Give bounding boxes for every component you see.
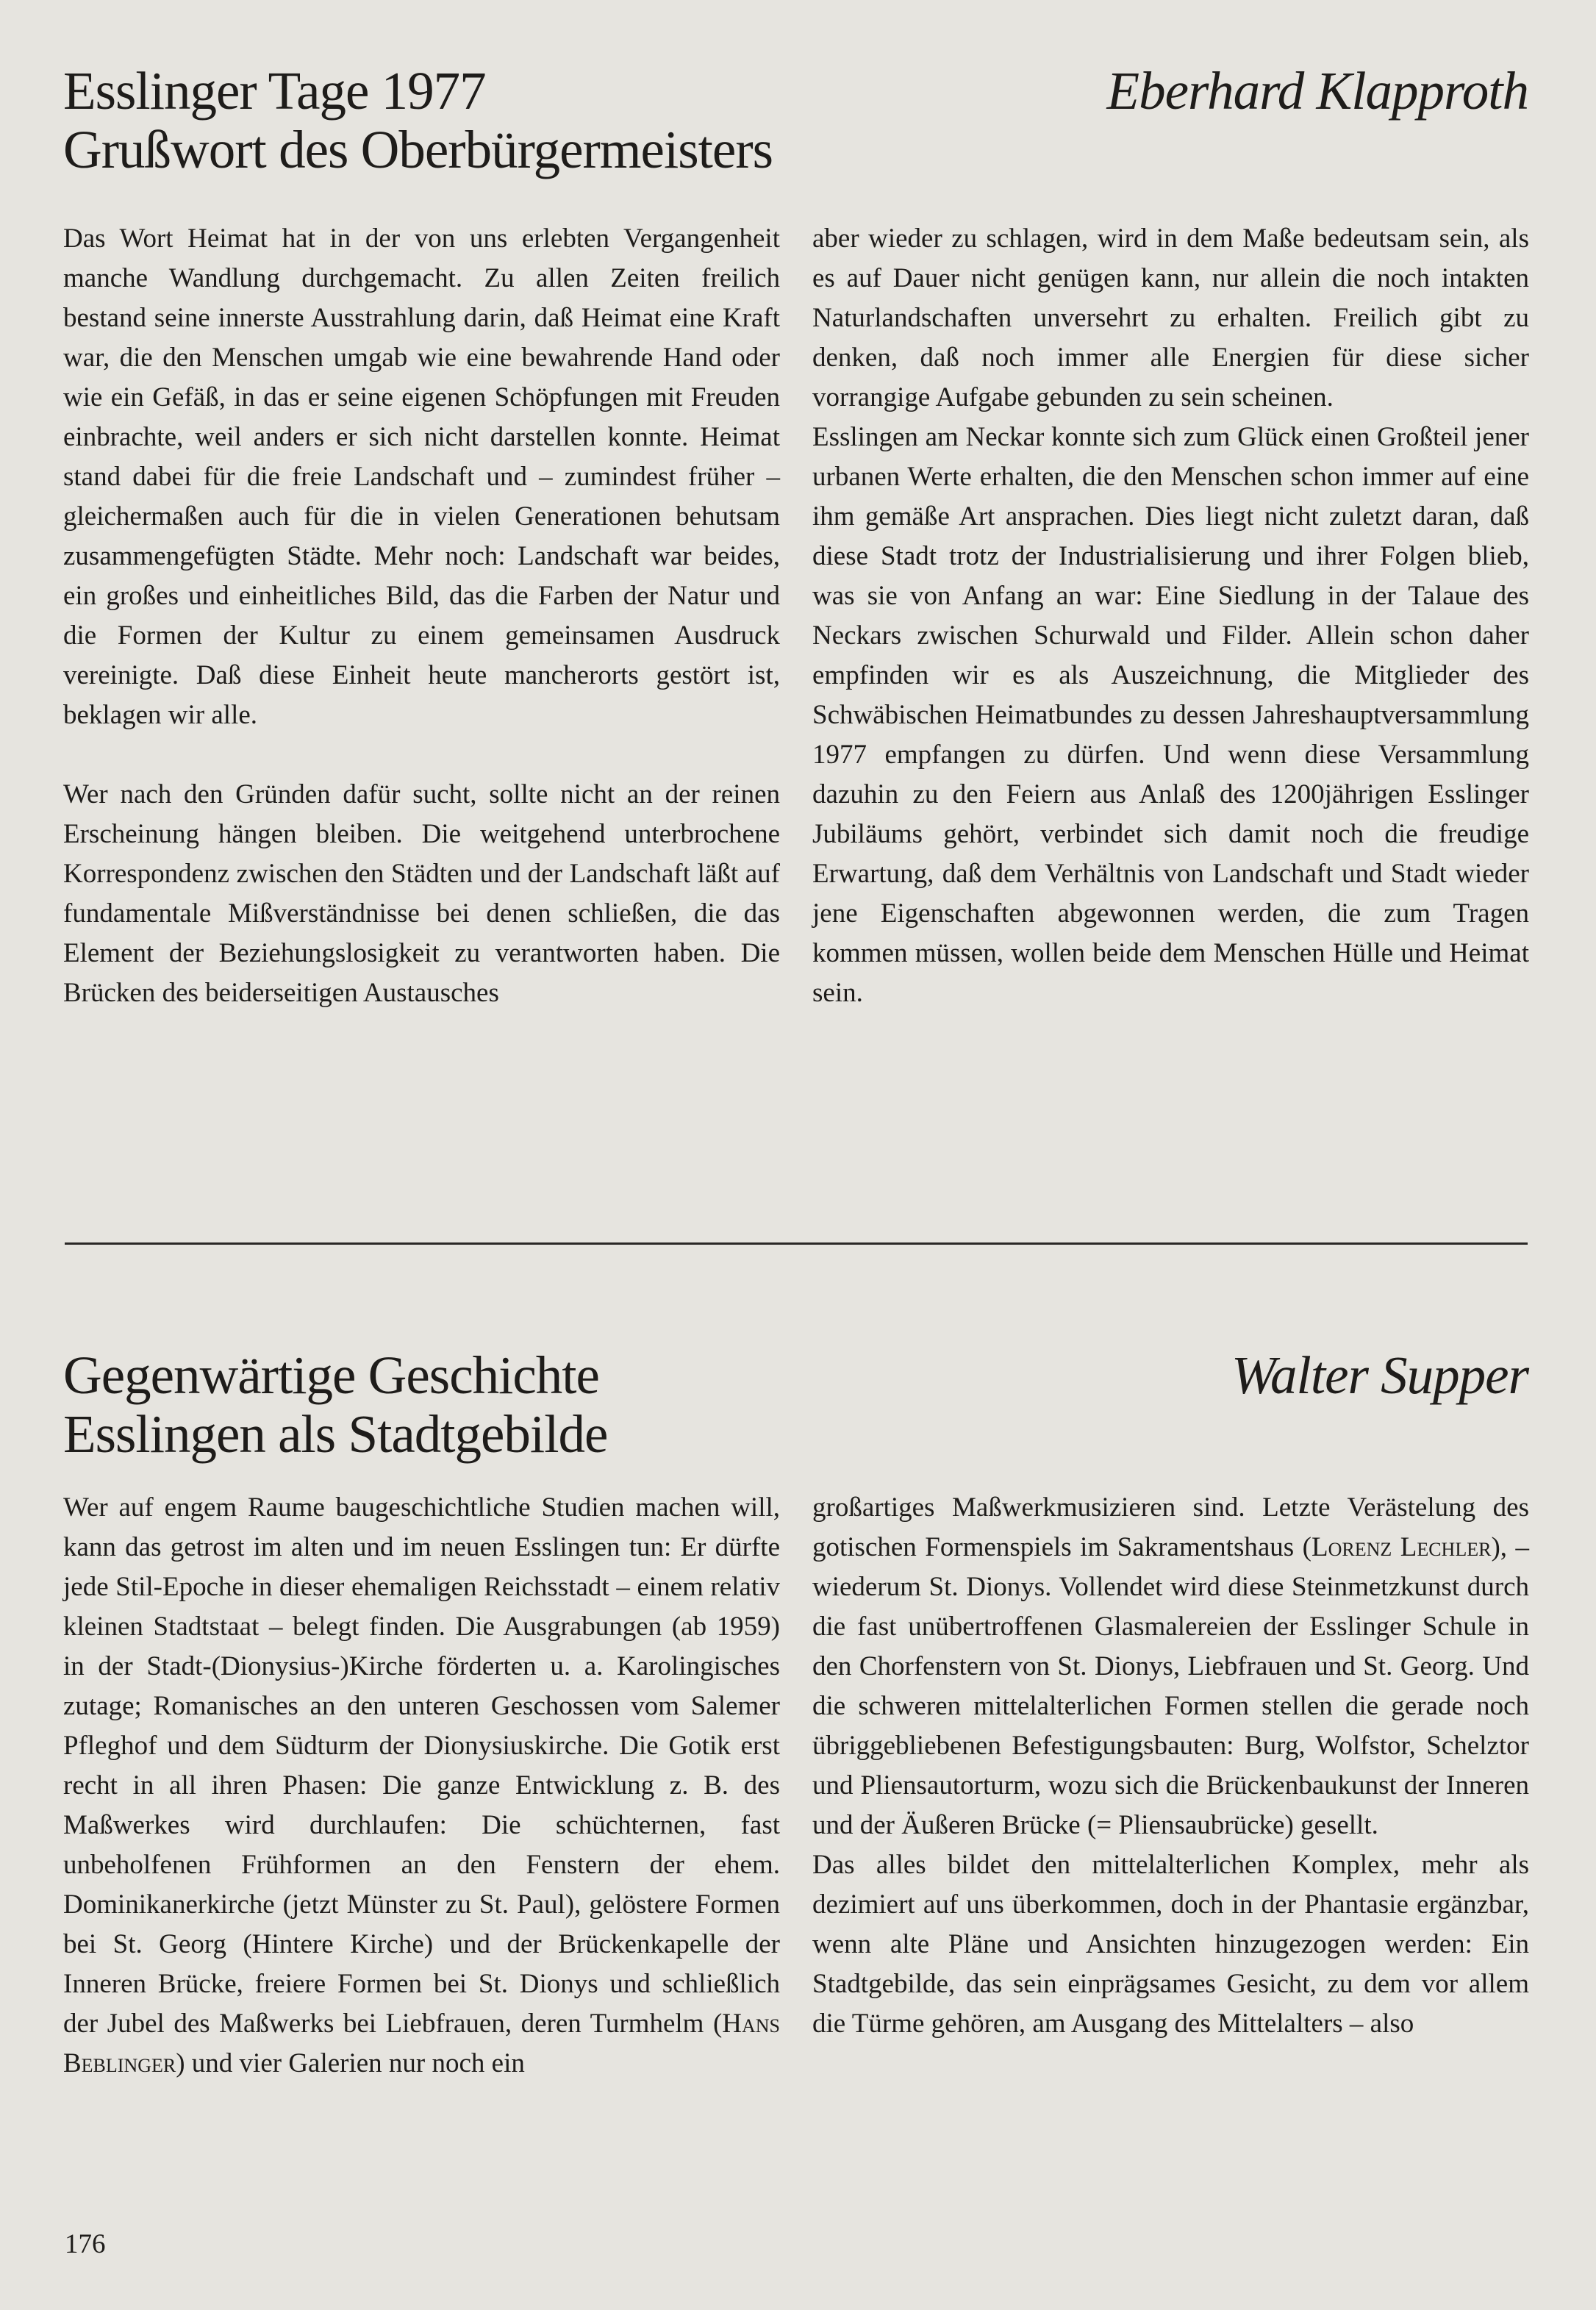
article-2-title-line-1: Gegenwärtige Geschichte <box>63 1345 599 1405</box>
page-number: 176 <box>65 2229 106 2259</box>
article-2-left-column <box>63 1488 780 2084</box>
article-1-paragraph-2: Wer nach den Gründen dafür sucht, sollte nicht an der reinen Erscheinung hängen bleiben. Die weitgehend unterbrochene Korrespondenz zwischen den Städten und der Landschaft läßt auf fundamentale Mißverständnisse bei denen schließen, die das Element der Beziehungslosigkeit zu verantworten haben. Die Brücken des beiderseitigen Austausches <box>63 779 780 1008</box>
article-1-paragraph-3: aber wieder zu schlagen, wird in dem Maße bedeutsam sein, als es auf Dauer nicht genügen kann, nur allein die noch intakten Naturlandschaften unversehrt zu erhalten. Freilich gibt zu denken, daß noch immer alle Energien für diese sicher vorrangige Aufgabe gebunden zu sein scheinen. <box>812 224 1529 412</box>
section-divider <box>65 1242 1528 1245</box>
person-name-lorenz-lechler: Lorenz Lechler <box>1311 1532 1492 1562</box>
article-1-left-column <box>63 219 780 1013</box>
article-2-right-column <box>812 1488 1529 2044</box>
article-1-author: Eberhard Klapproth <box>1106 61 1528 121</box>
article-2-paragraph-2-text-a: großartiges Maßwerkmusizieren sind. Letzte Verästelung des gotischen Formenspiels im Sakramentshaus ( <box>812 1492 1529 1562</box>
article-2-paragraph-1-text-b: ) und vier Galerien nur noch ein <box>176 2048 525 2078</box>
article-1-paragraph-4: Esslingen am Neckar konnte sich zum Glück einen Großteil jener urbanen Werte erhalten, die den Menschen schon immer auf eine ihm gemäße Art ansprachen. Dies liegt nicht zuletzt daran, daß diese Stadt trotz der Industrialisierung und ihrer Folgen blieb, was sie von Anfang an war: Eine Siedlung in der Talaue des Neckars zwischen Schurwald und Filder. Allein schon daher empfinden wir es als Auszeichnung, die Mitglieder des Schwäbischen Heimatbundes zu dessen Jahreshauptversammlung 1977 empfangen zu dürfen. Und wenn diese Versammlung dazuhin zu den Feiern aus Anlaß des 1200jährigen Esslinger Jubiläums gehört, verbindet sich damit noch die freudige Erwartung, daß dem Verhältnis von Landschaft und Stadt wieder jene Eigenschaften abgewonnen werden, die zum Tragen kommen müssen, wollen beide dem Menschen Hülle und Heimat sein. <box>812 422 1529 1008</box>
article-1-right-column <box>812 219 1529 1013</box>
article-1-title-line-2: Grußwort des Oberbürgermeisters <box>63 120 773 179</box>
article-2-paragraph-1 <box>63 1488 780 2084</box>
article-2-paragraph-1-text-a: Wer auf engem Raume baugeschichtliche Studien machen will, kann das getrost im alten und im neuen Esslingen tun: Er dürfte jede Stil-Epoche in dieser ehemaligen Reichsstadt – einem relativ kleinen Stadtstaat – belegt finden. Die Ausgrabungen (ab 1959) in der Stadt-(Dionysius-)Kirche förderten u. a. Karolingisches zutage; Romanisches an den unteren Geschossen vom Salemer Pfleghof und dem Südturm der Dionysiuskirche. Die Gotik erst recht in all ihren Phasen: Die ganze Entwicklung z. B. des Maßwerkes wird durchlaufen: Die schüchternen, fast unbeholfenen Frühformen an den Fenstern der ehem. Dominikanerkirche (jetzt Münster zu St. Paul), gelöstere Formen bei St. Georg (Hintere Kirche) und der Brückenkapelle der Inneren Brücke, freiere Formen bei St. Dionys und schließlich der Jubel des Maßwerks bei Liebfrauen, deren Turmhelm ( <box>63 1492 780 2039</box>
article-2-title-line-2: Esslingen als Stadtgebilde <box>63 1404 608 1464</box>
article-2-author: Walter Supper <box>1231 1345 1528 1405</box>
article-2-paragraph-2-text-b: ), – wiederum St. Dionys. Vollendet wird diese Steinmetzkunst durch die fast unübertroffenen Glasmalereien der Esslinger Schule in den Chorfenstern von St. Dionys, Liebfrauen und St. Georg. Und die schweren mittelalterlichen Formen stellen die gerade noch übriggebliebenen Befestigungsbauten: Burg, Wolfstor, Schelztor und Pliensautorturm, wozu sich die Brückenbaukunst der Inneren und der Äußeren Brücke (= Pliensaubrücke) gesellt. <box>812 1532 1530 1840</box>
person-name-hans-beblinger: Hans Beblinger <box>63 2009 780 2078</box>
article-2-paragraph-3: Das alles bildet den mittelalterlichen Komplex, mehr als dezimiert auf uns überkommen, doch in der Phantasie ergänzbar, wenn alte Pläne und Ansichten hinzugezogen werden: Ein Stadtgebilde, das sein einprägsames Gesicht, zu dem vor allem die Türme gehören, am Ausgang des Mittelalters – also <box>812 1850 1529 2039</box>
article-2-paragraph-2 <box>812 1488 1529 1845</box>
article-1-paragraph-1: Das Wort Heimat hat in der von uns erlebten Vergangenheit manche Wandlung durchgemacht. Zu allen Zeiten freilich bestand seine innerste Ausstrahlung darin, daß Heimat eine Kraft war, die den Menschen umgab wie eine bewahrende Hand oder wie ein Gefäß, in das er seine eigenen Schöpfungen mit Freuden einbrachte, weil anders er sich nicht darstellen konnte. Heimat stand dabei für die freie Landschaft und – zumindest früher – gleichermaßen auch für die in vielen Generationen behutsam zusammengefügten Städte. Mehr noch: Landschaft war beides, ein großes und einheitliches Bild, das die Farben der Natur und die Formen der Kultur zu einem gemeinsamen Ausdruck vereinigte. Daß diese Einheit heute mancherorts gestört ist, beklagen wir alle. <box>63 224 780 730</box>
article-2-title <box>63 1346 607 1464</box>
article-1-title <box>63 62 773 179</box>
article-1-title-line-1: Esslinger Tage 1977 <box>63 61 486 121</box>
